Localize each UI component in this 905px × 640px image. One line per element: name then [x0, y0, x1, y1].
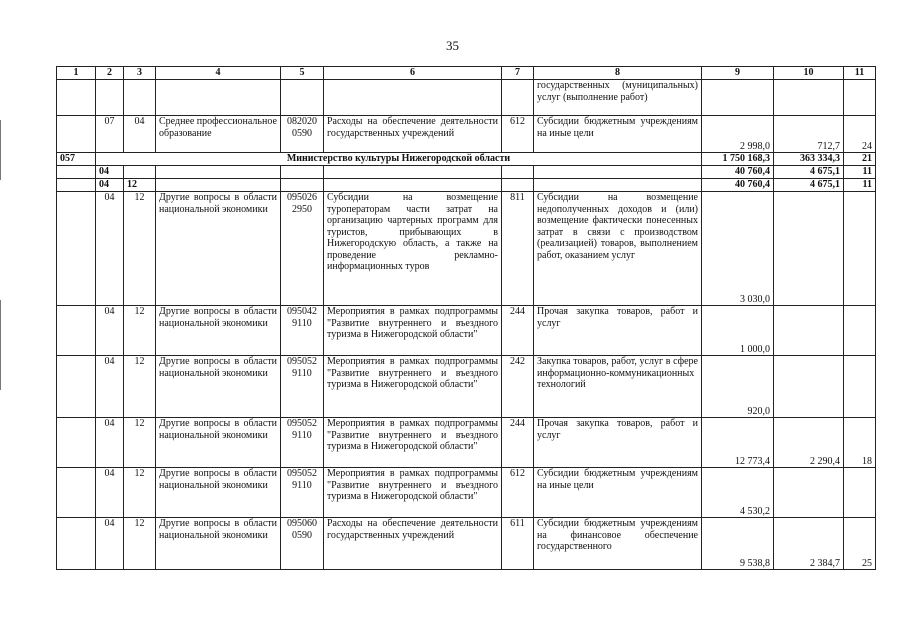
- cell-amount: 1 750 168,3: [702, 153, 774, 166]
- header-row: [57, 67, 876, 80]
- cell: 04: [96, 356, 124, 418]
- col-header: 8: [534, 67, 702, 80]
- cell-section-name: Среднее профессиональное образование: [156, 116, 281, 153]
- cell: [57, 116, 96, 153]
- cell-amount: 2 384,7: [774, 518, 844, 570]
- cell: 04: [96, 518, 124, 570]
- cell-amount: 712,7: [774, 116, 844, 153]
- cell-amount: 25: [844, 518, 876, 570]
- cell-description: Мероприятия в рамках подпрограммы "Развитие внутреннего и въездного туризма в Нижегородской области": [324, 306, 502, 356]
- cell-code: 095052 9110: [281, 468, 324, 518]
- cell-amount: 1 000,0: [702, 306, 774, 356]
- ministry-title: Министерство культуры Нижегородской области: [96, 153, 702, 166]
- cell-description: Субсидии бюджетным учреждениям на финансовое обеспечение государственного: [534, 518, 702, 570]
- cell-section-name: Другие вопросы в области национальной экономики: [156, 356, 281, 418]
- cell: [502, 179, 534, 192]
- cell: [57, 179, 96, 192]
- table-row: [57, 116, 876, 153]
- cell-section-name: Другие вопросы в области национальной экономики: [156, 306, 281, 356]
- cell: 04: [96, 418, 124, 468]
- cell: [502, 80, 534, 116]
- scan-edge-mark: [0, 120, 1, 180]
- cell: 611: [502, 518, 534, 570]
- cell-code: 082020 0590: [281, 116, 324, 153]
- cell: 12: [124, 179, 156, 192]
- cell-amount: 363 334,3: [774, 153, 844, 166]
- cell: 12: [124, 518, 156, 570]
- cell-amount: 2 290,4: [774, 418, 844, 468]
- col-header: 7: [502, 67, 534, 80]
- cell: [324, 179, 502, 192]
- cell: 811: [502, 192, 534, 306]
- cell-amount: [774, 356, 844, 418]
- cell: [534, 166, 702, 179]
- cell: 04: [96, 306, 124, 356]
- cell-amount: [702, 80, 774, 116]
- col-header: 9: [702, 67, 774, 80]
- cell-description: государственных (муниципальных) услуг (выполнение работ): [534, 80, 702, 116]
- cell-amount: [774, 192, 844, 306]
- cell: 12: [124, 468, 156, 518]
- cell-description: Мероприятия в рамках подпрограммы "Развитие внутреннего и въездного туризма в Нижегородской области": [324, 468, 502, 518]
- cell-code: 095060 0590: [281, 518, 324, 570]
- cell-section-name: Другие вопросы в области национальной экономики: [156, 418, 281, 468]
- cell: 12: [124, 306, 156, 356]
- table-row: [57, 518, 876, 570]
- cell-section-name: Другие вопросы в области национальной экономики: [156, 192, 281, 306]
- cell: [57, 468, 96, 518]
- cell-amount: 920,0: [702, 356, 774, 418]
- col-header: 6: [324, 67, 502, 80]
- cell: [124, 166, 156, 179]
- cell-amount: 40 760,4: [702, 179, 774, 192]
- cell: 612: [502, 468, 534, 518]
- col-header: 5: [281, 67, 324, 80]
- cell-amount: [774, 80, 844, 116]
- table-row: [57, 306, 876, 356]
- cell-amount: [844, 192, 876, 306]
- col-header: 10: [774, 67, 844, 80]
- cell-amount: [774, 468, 844, 518]
- cell-description: Прочая закупка товаров, работ и услуг: [534, 306, 702, 356]
- cell-amount: 18: [844, 418, 876, 468]
- cell: [281, 166, 324, 179]
- cell-amount: 11: [844, 179, 876, 192]
- cell: [57, 166, 96, 179]
- cell-amount: 2 998,0: [702, 116, 774, 153]
- table-row: [57, 356, 876, 418]
- cell-code: 095042 9110: [281, 306, 324, 356]
- cell-amount: 40 760,4: [702, 166, 774, 179]
- cell: 04: [96, 166, 124, 179]
- cell: [156, 166, 281, 179]
- cell-amount: 11: [844, 166, 876, 179]
- cell: 244: [502, 418, 534, 468]
- cell-code: 095052 9110: [281, 418, 324, 468]
- col-header: 4: [156, 67, 281, 80]
- cell-amount: 4 675,1: [774, 166, 844, 179]
- cell: 242: [502, 356, 534, 418]
- cell-amount: [844, 80, 876, 116]
- cell: [96, 80, 124, 116]
- cell: [57, 192, 96, 306]
- cell-amount: [844, 356, 876, 418]
- cell: 12: [124, 356, 156, 418]
- cell-amount: 21: [844, 153, 876, 166]
- cell: 07: [96, 116, 124, 153]
- cell: [57, 80, 96, 116]
- cell-code: 095052 9110: [281, 356, 324, 418]
- cell-description: Субсидии на возмещение туроператорам части затрат на организацию чартерных программ для туристов, прибывающих в Нижегородскую область, а также на проведение рекламно-информационных туров: [324, 192, 502, 306]
- budget-table: [56, 66, 876, 570]
- cell-description: Субсидии бюджетным учреждениям на иные цели: [534, 116, 702, 153]
- cell-amount: 12 773,4: [702, 418, 774, 468]
- cell: [281, 80, 324, 116]
- cell: 12: [124, 192, 156, 306]
- cell-amount: 3 030,0: [702, 192, 774, 306]
- cell: 057: [57, 153, 96, 166]
- col-header: 11: [844, 67, 876, 80]
- cell-section-name: Другие вопросы в области национальной экономики: [156, 518, 281, 570]
- cell-amount: 24: [844, 116, 876, 153]
- table-row: [57, 418, 876, 468]
- cell-section-name: Другие вопросы в области национальной экономики: [156, 468, 281, 518]
- cell-description: Прочая закупка товаров, работ и услуг: [534, 418, 702, 468]
- col-header: 3: [124, 67, 156, 80]
- cell-description: Субсидии бюджетным учреждениям на иные цели: [534, 468, 702, 518]
- scan-edge-mark: [0, 300, 1, 390]
- cell: [57, 306, 96, 356]
- cell: [156, 179, 281, 192]
- cell: [57, 356, 96, 418]
- subsection-row: [57, 179, 876, 192]
- col-header: 2: [96, 67, 124, 80]
- cell-amount: 4 530,2: [702, 468, 774, 518]
- cell-description: Мероприятия в рамках подпрограммы "Развитие внутреннего и въездного туризма в Нижегородской области": [324, 418, 502, 468]
- cell: [156, 80, 281, 116]
- table-row: [57, 468, 876, 518]
- cell-amount: [844, 468, 876, 518]
- cell: 04: [96, 468, 124, 518]
- table-row: [57, 80, 876, 116]
- cell: [124, 80, 156, 116]
- col-header: 1: [57, 67, 96, 80]
- cell: 04: [96, 192, 124, 306]
- cell-description: Закупка товаров, работ, услуг в сфере информационно-коммуникационных технологий: [534, 356, 702, 418]
- cell: [57, 518, 96, 570]
- cell: 12: [124, 418, 156, 468]
- cell: 612: [502, 116, 534, 153]
- cell: [324, 80, 502, 116]
- cell: [57, 418, 96, 468]
- cell-amount: 4 675,1: [774, 179, 844, 192]
- cell-code: 095026 2950: [281, 192, 324, 306]
- cell-amount: [774, 306, 844, 356]
- cell: [534, 179, 702, 192]
- cell: [324, 166, 502, 179]
- page-number: 35: [446, 38, 459, 53]
- cell: [281, 179, 324, 192]
- cell-description: Расходы на обеспечение деятельности государственных учреждений: [324, 116, 502, 153]
- cell: 04: [96, 179, 124, 192]
- cell-amount: 9 538,8: [702, 518, 774, 570]
- ministry-row: [57, 153, 876, 166]
- cell: 04: [124, 116, 156, 153]
- cell-description: Мероприятия в рамках подпрограммы "Развитие внутреннего и въездного туризма в Нижегородской области": [324, 356, 502, 418]
- table-row: [57, 192, 876, 306]
- cell-description: Расходы на обеспечение деятельности государственных учреждений: [324, 518, 502, 570]
- cell: 244: [502, 306, 534, 356]
- cell-description: Субсидии на возмещение недополученных доходов и (или) возмещение фактически понесенных затрат в связи с производством (реализацией) товаров, выполнением работ, оказанием услуг: [534, 192, 702, 306]
- cell-amount: [844, 306, 876, 356]
- cell: [502, 166, 534, 179]
- section-row: [57, 166, 876, 179]
